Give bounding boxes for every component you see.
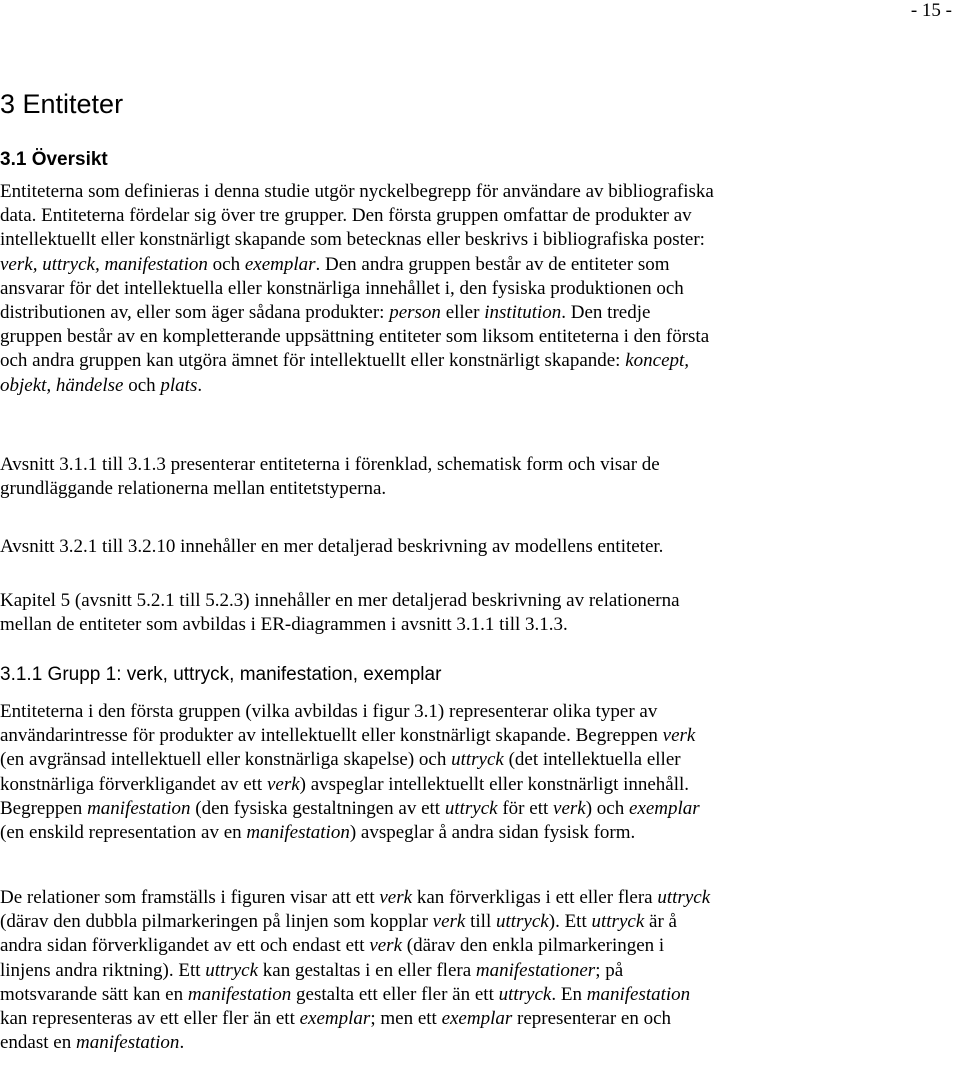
text-line (0, 477, 960, 501)
text-line (0, 204, 960, 228)
paragraph-overview (0, 180, 960, 398)
text-line (0, 301, 960, 325)
text-line (0, 1031, 960, 1055)
italic-term: uttryck (444, 797, 498, 819)
text-run: kan gestaltas i en eller flera (258, 959, 476, 981)
text-line (0, 886, 960, 910)
italic-term: manifestation (246, 822, 350, 844)
italic-term: manifestation (87, 797, 191, 819)
text-run: . En (551, 983, 587, 1005)
text-line (0, 180, 960, 204)
section-heading: 3.1 Översikt (0, 149, 108, 170)
text-run: (en avgränsad intellektuell eller konstnärliga skapelse) och (0, 749, 452, 771)
text-line (0, 724, 960, 748)
text-run: kan representeras av ett eller fler än ett (0, 1008, 300, 1030)
italic-term: verk (266, 773, 300, 795)
italic-term: manifestation (187, 983, 292, 1005)
text-run: för ett (497, 797, 554, 819)
text-run: linjens andra riktning). Ett (0, 959, 206, 981)
text-run: och andra gruppen kan utgöra ämnet för intellektuellt eller konstnärligt skapande: (0, 350, 626, 372)
italic-term: institution (484, 302, 562, 324)
italic-term: verk (553, 797, 586, 819)
text-run: och (207, 253, 245, 275)
subsection-heading: 3.1.1 Grupp 1: verk, uttryck, manifestation, exemplar (0, 664, 442, 685)
text-run: Begreppen (0, 797, 88, 819)
text-run: (det intellektuella eller (503, 749, 681, 771)
text-run: ; på (595, 959, 624, 981)
italic-term: koncept, (625, 350, 690, 372)
italic-term: exemplar (244, 253, 316, 275)
text-run: eller (440, 302, 485, 324)
text-line (0, 325, 960, 349)
text-run: Entiteterna i den första gruppen (vilka avbildas i figur 3.1) representerar olika typer av (0, 701, 658, 722)
paragraph-entity-details (0, 535, 960, 559)
text-run: användarintresse för produkter av intellektuellt eller konstnärligt skapande. Begreppen (0, 725, 663, 747)
italic-term: verk (369, 935, 403, 957)
italic-term: verk, uttryck, manifestation (0, 253, 208, 275)
italic-term: verk (662, 725, 696, 747)
text-run: Avsnitt 3.1.1 till 3.1.3 presenterar entiteterna i förenklad, schematisk form och visar de (0, 454, 660, 475)
italic-term: uttryck (591, 911, 645, 933)
text-run: (en enskild representation av en (0, 822, 247, 844)
text-run: Entiteterna som definieras i denna studie utgör nyckelbegrepp för användare av bibliografiska (0, 181, 714, 202)
text-line (0, 253, 960, 277)
italic-term: exemplar (628, 797, 700, 819)
text-line (0, 959, 960, 983)
text-run: (därav den enkla pilmarkeringen i (402, 935, 665, 957)
text-run: . (179, 1032, 185, 1054)
text-run: gruppen består av en kompletterande uppsättning entiteter som liksom entiteterna i den första (0, 326, 710, 348)
italic-term: person (389, 302, 441, 324)
text-run: till (465, 911, 496, 933)
italic-term: uttryck (451, 749, 504, 771)
text-line (0, 700, 960, 724)
text-line (0, 535, 960, 559)
text-run: grundläggande relationerna mellan entitetstyperna. (0, 478, 387, 500)
text-line (0, 374, 960, 398)
text-line (0, 910, 960, 934)
italic-term: uttryck (657, 887, 711, 908)
text-line (0, 228, 960, 252)
text-line (0, 613, 960, 637)
text-line (0, 748, 960, 772)
text-line (0, 797, 960, 821)
text-run: . (197, 374, 203, 396)
text-run: och (123, 374, 161, 396)
chapter-heading: 3 Entiteter (0, 89, 124, 119)
italic-term: exemplar (299, 1008, 371, 1030)
text-run: är å (644, 911, 677, 933)
text-run: Avsnitt 3.2.1 till 3.2.10 innehåller en mer detaljerad beskrivning av modellens entiteter. (0, 536, 664, 557)
text-run: (den fysiska gestaltningen av ett (190, 797, 445, 819)
italic-term: verk (432, 911, 466, 933)
text-line (0, 277, 960, 301)
paragraph-section-refs (0, 453, 960, 501)
paragraph-relations-chapter (0, 589, 960, 637)
italic-term: exemplar (441, 1008, 513, 1030)
text-line (0, 983, 960, 1007)
page-number: - 15 - (910, 0, 952, 21)
italic-term: uttryck (498, 983, 552, 1005)
text-run: mellan de entiteter som avbildas i ER-diagrammen i avsnitt 3.1.1 till 3.1.3. (0, 614, 568, 636)
text-line (0, 349, 960, 373)
italic-term: manifestation (75, 1032, 180, 1054)
italic-term: uttryck (205, 959, 259, 981)
text-line (0, 821, 960, 845)
paragraph-relations-figure (0, 886, 960, 1055)
text-line (0, 773, 960, 797)
text-run: kan förverkligas i ett eller flera (412, 887, 658, 908)
italic-term: plats (160, 374, 198, 396)
text-run: . Den andra gruppen består av de entiteter som (315, 253, 670, 275)
text-run: ansvarar för det intellektuella eller konstnärliga innehållet i, den fysiska produktionen och (0, 277, 684, 299)
text-run: endast en (0, 1032, 76, 1054)
text-run: data. Entiteterna fördelar sig över tre grupper. Den första gruppen omfattar de produkter av (0, 205, 692, 227)
text-run: gestalta ett eller fler än ett (291, 983, 499, 1005)
text-run: ) avspeglar intellektuellt eller konstnärligt innehåll. (299, 773, 690, 795)
text-line (0, 453, 960, 477)
italic-term: manifestationer (475, 959, 596, 981)
text-run: (därav den dubbla pilmarkeringen på linjen som kopplar (0, 911, 433, 933)
text-run: motsvarande sätt kan en (0, 983, 188, 1005)
text-line (0, 934, 960, 958)
text-run: distributionen av, eller som äger sådana produkter: (0, 302, 390, 324)
text-line (0, 1007, 960, 1031)
text-run: konstnärliga förverkligandet av ett (0, 773, 267, 795)
text-run: . Den tredje (561, 302, 651, 324)
text-run: De relationer som framställs i figuren visar att ett (0, 887, 380, 908)
text-run: ). Ett (548, 911, 592, 933)
text-run: ) avspeglar å andra sidan fysisk form. (349, 822, 636, 844)
text-line (0, 589, 960, 613)
italic-term: manifestation (586, 983, 691, 1005)
italic-term: verk (379, 887, 413, 908)
italic-term: uttryck (495, 911, 549, 933)
text-run: ; men ett (370, 1008, 442, 1030)
italic-term: objekt, händelse (0, 374, 124, 396)
text-run: intellektuellt eller konstnärligt skapande som betecknas eller beskrivs i bibliografiska poster: (0, 229, 705, 251)
text-run: andra sidan förverkligandet av ett och endast ett (0, 935, 370, 957)
text-run: representerar en och (512, 1008, 672, 1030)
text-run: Kapitel 5 (avsnitt 5.2.1 till 5.2.3) innehåller en mer detaljerad beskrivning av relationerna (0, 590, 680, 611)
paragraph-group1 (0, 700, 960, 845)
text-run: ) och (585, 797, 629, 819)
